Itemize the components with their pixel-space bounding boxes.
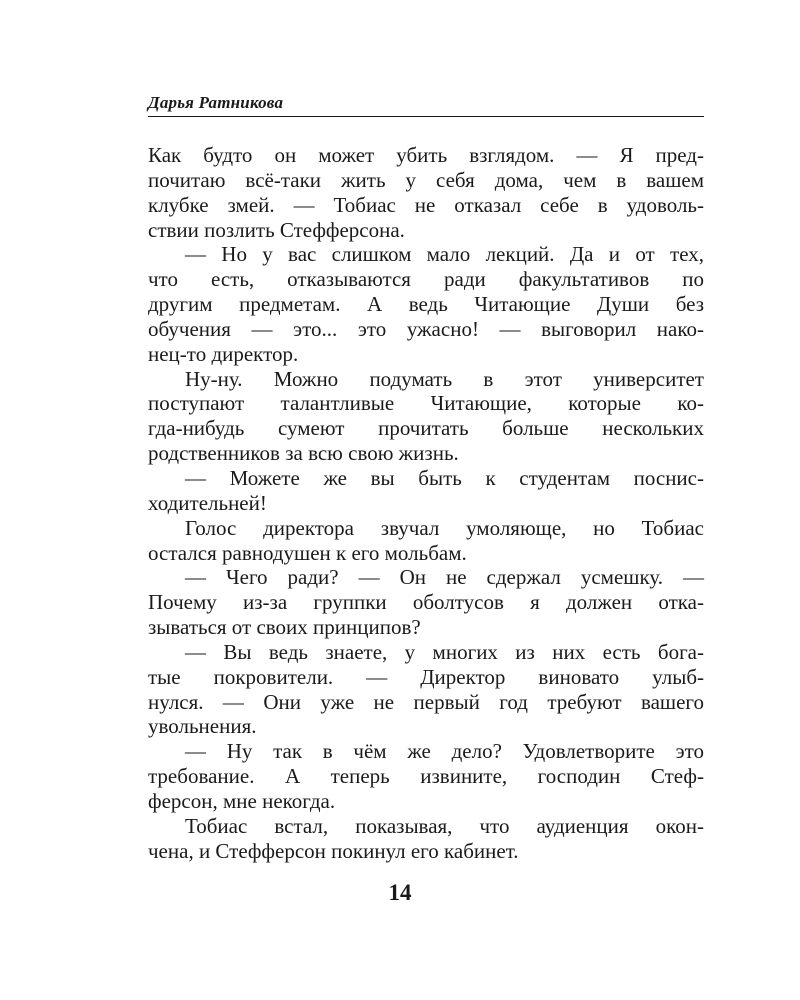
text-line: нец-то директор. (148, 341, 299, 366)
text-line: Ну-ну. Можно подумать в этот университет (185, 366, 704, 391)
text-line: Почему из-за группки оболтусов я должен отка- (148, 590, 704, 615)
text-line: ходительней! (148, 490, 267, 515)
text-line: чена, и Стефферсон покинул его кабинет. (148, 838, 519, 863)
text-line: — Вы ведь знаете, у многих из них есть бога- (185, 639, 704, 664)
text-line: тые покровители. — Директор виновато улыб- (148, 664, 704, 689)
running-head-author: Дарья Ратникова (148, 93, 284, 112)
text-line: гда-нибудь сумеют прочитать больше нескольких (148, 416, 704, 441)
text-line: нулся. — Они уже не первый год требуют вашего (148, 689, 704, 714)
body-text (148, 143, 704, 863)
text-line: клубке змей. — Тобиас не отказал себе в удоволь- (148, 192, 704, 217)
text-line: почитаю всё-таки жить у себя дома, чем в вашем (148, 167, 704, 192)
text-line: другим предметам. А ведь Читающие Души без (148, 292, 704, 317)
text-line: ферсон, мне некогда. (148, 788, 336, 813)
text-line: увольнения. (148, 714, 257, 739)
text-line: — Но у вас слишком мало лекций. Да и от тех, (185, 242, 704, 267)
text-line: обучения — это... это ужасно! — выговорил нако- (148, 316, 704, 341)
text-line: требование. А теперь извините, господин Стеф- (148, 764, 704, 789)
text-line: Как будто он может убить взглядом. — Я пред- (148, 143, 704, 167)
text-line: — Чего ради? — Он не сдержал усмешку. — (185, 565, 704, 590)
text-line: ствии позлить Стефферсона. (148, 217, 405, 242)
header-rule (148, 116, 704, 117)
text-line: Голос директора звучал умоляюще, но Тобиас (185, 515, 704, 540)
text-line: — Ну так в чём же дело? Удовлетворите это (185, 739, 704, 764)
text-line: остался равнодушен к его мольбам. (148, 540, 467, 565)
text-line: Тобиас встал, показывая, что аудиенция окон- (185, 813, 704, 838)
text-line: родственников за всю свою жизнь. (148, 441, 459, 466)
text-line: — Можете же вы быть к студентам поснис- (185, 465, 704, 490)
text-line: поступают талантливые Читающие, которые ко- (148, 391, 704, 416)
page-number: 14 (388, 880, 412, 905)
text-line: что есть, отказываются ради факультативов по (148, 267, 704, 292)
text-line: зываться от своих принципов? (148, 615, 421, 640)
